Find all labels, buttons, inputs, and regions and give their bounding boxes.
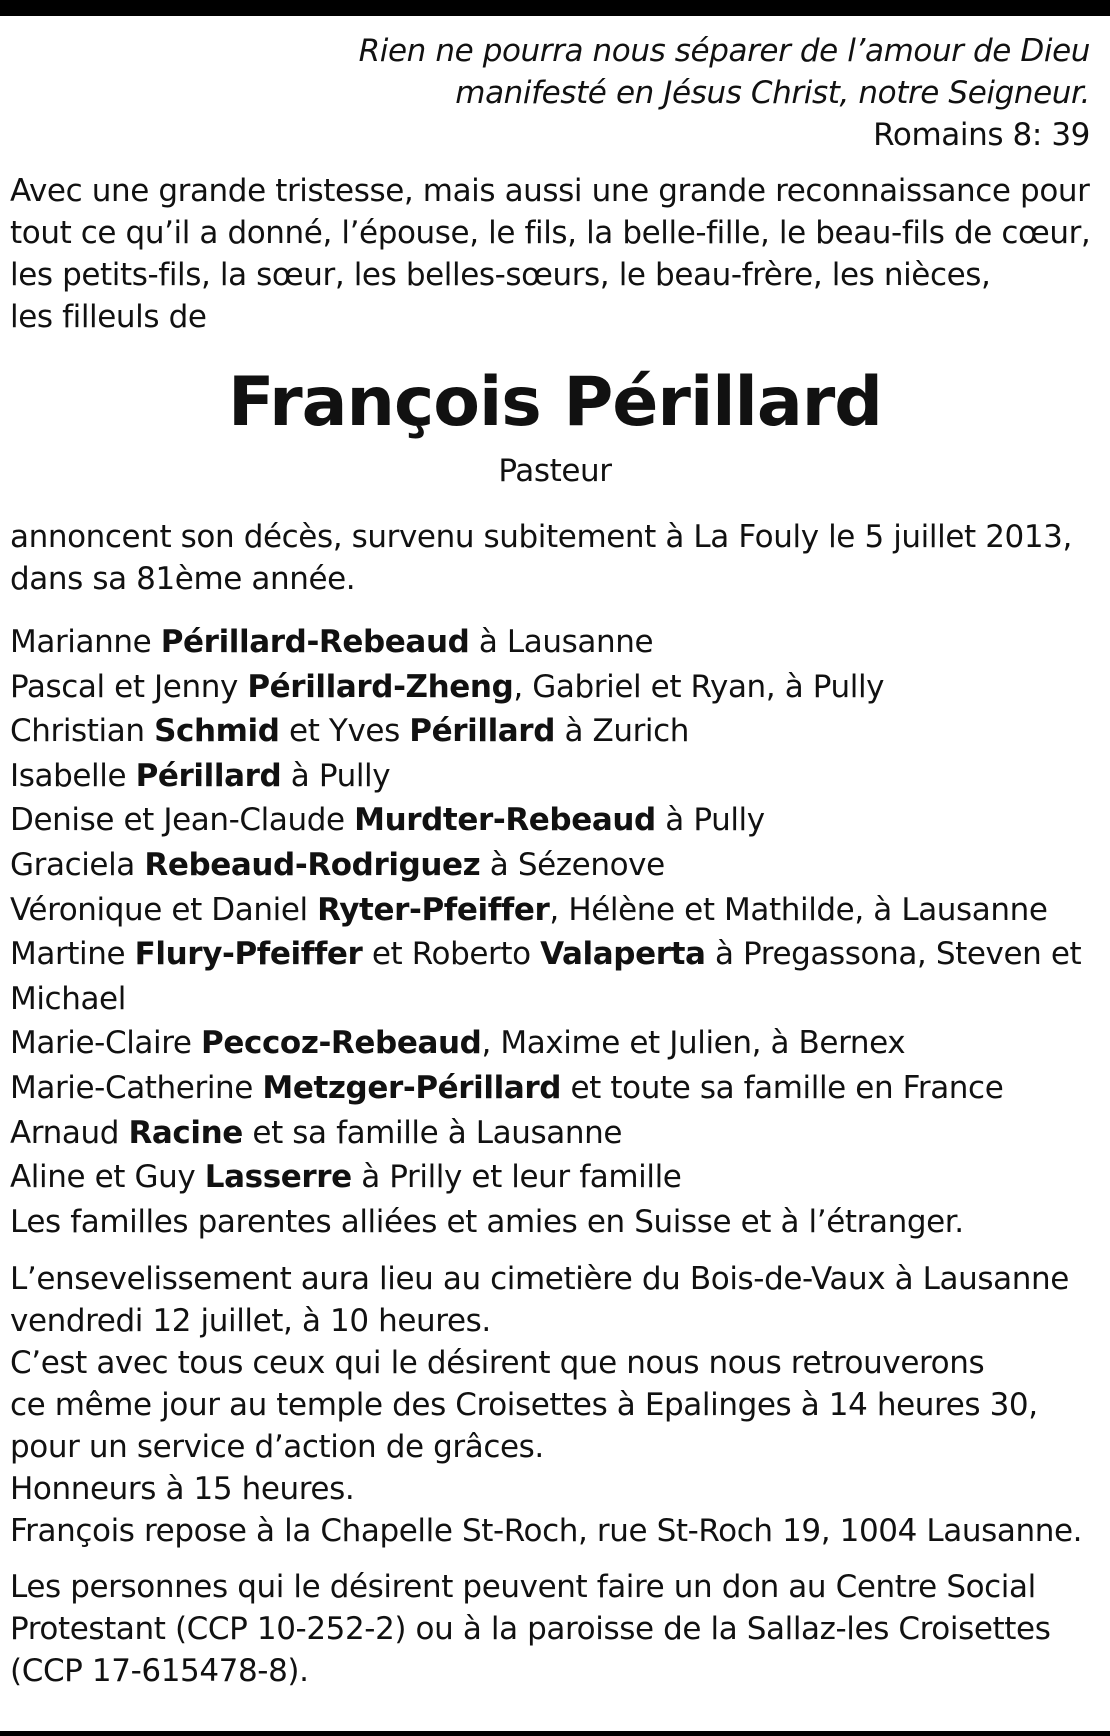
bottom-border-rule	[0, 1731, 1110, 1736]
service-line: C’est avec tous ceux qui le désirent que nous nous retrouverons	[10, 1345, 985, 1382]
donation-info	[10, 1566, 1100, 1692]
family-member-line: Aline et Guy Lasserre à Prilly et leur famille	[10, 1159, 682, 1196]
announcement-line: annoncent son décès, survenu subitement à La Fouly le 5 juillet 2013,	[10, 519, 1072, 555]
family-member-line: Martine Flury-Pfeiffer et Roberto Valaperta à Pregassona, Steven et	[10, 936, 1082, 973]
donation-line: (CCP 17-615478-8).	[10, 1653, 309, 1690]
intro-line: Avec une grande tristesse, mais aussi une grande reconnaissance pour	[10, 173, 1090, 209]
verse-reference: Romains 8: 39	[873, 117, 1090, 153]
service-line: Honneurs à 15 heures.	[10, 1471, 355, 1508]
service-line: ce même jour au temple des Croisettes à Epalinges à 14 heures 30,	[10, 1387, 1038, 1424]
death-announcement	[10, 516, 1100, 600]
family-member-line: Michael	[10, 980, 126, 1017]
donation-line: Les personnes qui le désirent peuvent faire un don au Centre Social	[10, 1569, 1036, 1606]
family-list	[10, 620, 1100, 1244]
deceased-name: François Périllard	[228, 363, 882, 442]
family-member-line: Marie-Claire Peccoz-Rebeaud, Maxime et Julien, à Bernex	[10, 1025, 906, 1062]
family-member-line: Les familles parentes alliées et amies en Suisse et à l’étranger.	[10, 1203, 964, 1240]
intro-paragraph	[10, 170, 1100, 338]
service-line: pour un service d’action de grâces.	[10, 1429, 544, 1466]
intro-line: tout ce qu’il a donné, l’épouse, le fils, la belle-fille, le beau-fils de cœur,	[10, 215, 1091, 251]
service-line: vendredi 12 juillet, à 10 heures.	[10, 1303, 491, 1340]
service-line: L’ensevelissement aura lieu au cimetière du Bois-de-Vaux à Lausanne	[10, 1261, 1069, 1298]
family-member-line: Marianne Périllard-Rebeaud à Lausanne	[10, 624, 654, 660]
family-member-line: Véronique et Daniel Ryter-Pfeiffer, Hélène et Mathilde, à Lausanne	[10, 891, 1048, 928]
service-line: François repose à la Chapelle St-Roch, rue St-Roch 19, 1004 Lausanne.	[10, 1513, 1083, 1550]
obituary-notice	[10, 30, 1100, 1692]
top-border-rule	[0, 0, 1110, 16]
family-member-line: Marie-Catherine Metzger-Périllard et toute sa famille en France	[10, 1069, 1004, 1106]
intro-line: les petits-fils, la sœur, les belles-sœurs, le beau-frère, les nièces,	[10, 257, 991, 293]
family-member-line: Graciela Rebeaud-Rodriguez à Sézenove	[10, 846, 665, 883]
family-member-line: Christian Schmid et Yves Périllard à Zurich	[10, 713, 690, 750]
deceased-role: Pasteur	[498, 453, 612, 489]
family-member-line: Arnaud Racine et sa famille à Lausanne	[10, 1114, 623, 1151]
family-member-line: Denise et Jean-Claude Murdter-Rebeaud à Pully	[10, 802, 765, 839]
donation-line: Protestant (CCP 10-252-2) ou à la paroisse de la Sallaz-les Croisettes	[10, 1611, 1051, 1648]
bible-verse	[10, 30, 1100, 156]
announcement-line: dans sa 81ème année.	[10, 561, 356, 597]
funeral-service-details	[10, 1258, 1100, 1552]
intro-line: les filleuls de	[10, 299, 207, 335]
verse-line-1: Rien ne pourra nous séparer de l’amour de Dieu	[358, 33, 1090, 69]
family-member-line: Pascal et Jenny Périllard-Zheng, Gabriel et Ryan, à Pully	[10, 668, 885, 705]
verse-line-2: manifesté en Jésus Christ, notre Seigneur.	[455, 75, 1090, 111]
family-member-line: Isabelle Périllard à Pully	[10, 757, 391, 794]
